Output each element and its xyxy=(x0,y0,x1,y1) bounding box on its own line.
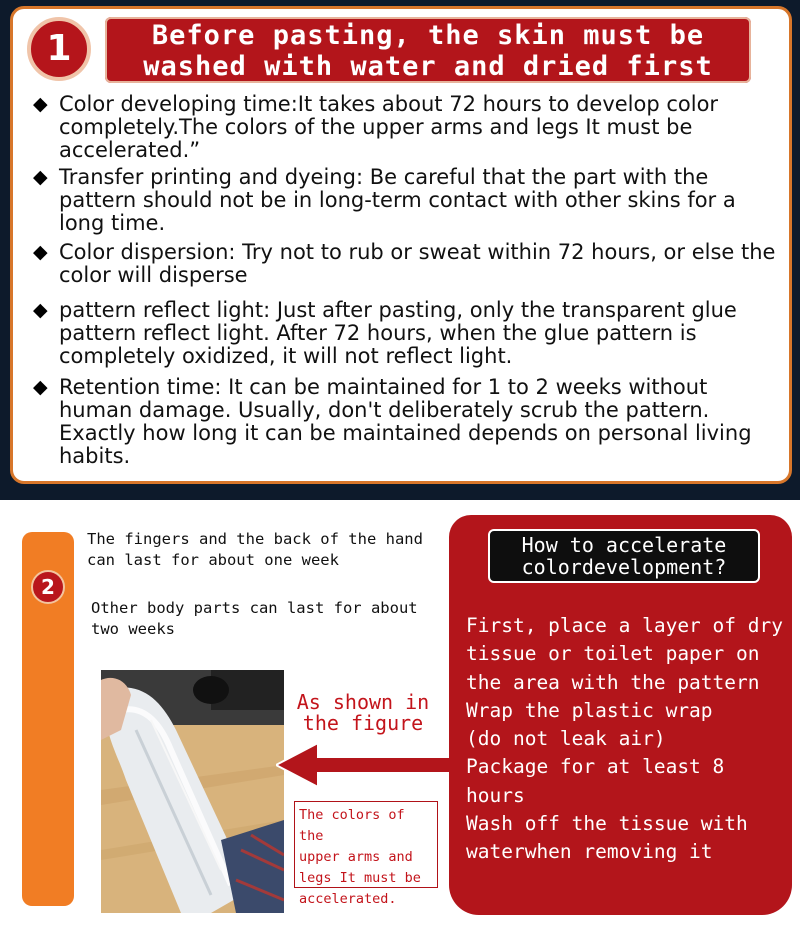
tip-text: Color developing time:It takes about 72 hours to develop color completely.The colors of the upper arms and legs It must be accelerated.” xyxy=(59,92,719,162)
tip-item xyxy=(29,299,777,368)
tip-text: Transfer printing and dyeing: Be careful that the part with the pattern should not be in long-term contact with other skins for a long time. xyxy=(59,165,736,235)
tip-item xyxy=(29,376,777,468)
instructions-card xyxy=(10,6,792,484)
title-line: washed with water and dried first xyxy=(143,51,713,82)
step-line: tissue or toilet paper on xyxy=(466,642,760,666)
title-line: Before pasting, the skin must be xyxy=(151,20,705,51)
tips-list xyxy=(29,93,777,468)
wrapped-arm-photo xyxy=(101,670,284,913)
caption-box xyxy=(294,801,438,907)
step-line: Wash off the tissue with xyxy=(466,812,748,836)
step-line: the area with the pattern xyxy=(466,670,760,694)
step-number-badge: 2 xyxy=(31,570,65,604)
diamond-bullet-icon: ◆ xyxy=(33,93,48,115)
wrapped-arm-illustration xyxy=(101,670,284,913)
shown-in-figure-label xyxy=(288,692,438,734)
shown-label-line: As shown in xyxy=(296,690,430,714)
caption-line: legs It must be xyxy=(299,870,421,886)
step-line: waterwhen removing it xyxy=(466,840,713,864)
tip-text: pattern reflect light: Just after pasting, only the transparent glue pattern reflect light. After 72 hours, when the glue pattern is completely oxidized, it will not reflect light. xyxy=(59,298,737,368)
step-line: Package for at least 8 xyxy=(466,755,725,779)
caption-line: accelerated. xyxy=(299,891,397,907)
diamond-bullet-icon: ◆ xyxy=(33,166,48,188)
step-line: First, place a layer of dry xyxy=(466,614,783,637)
question-line: How to accelerate xyxy=(521,533,727,557)
step-line: (do not leak air) xyxy=(466,727,666,751)
hand-duration-note: The fingers and the back of the hand can last for about one week xyxy=(87,530,423,569)
tip-text: Retention time: It can be maintained for 1 to 2 weeks without human damage. Usually, don't deliberately scrub the pattern. Exactly how long it can be maintained depends on personal living habits. xyxy=(59,375,752,468)
step-number-badge: 1 xyxy=(27,17,91,81)
diamond-bullet-icon: ◆ xyxy=(33,376,48,398)
tip-item xyxy=(29,241,777,287)
tip-item xyxy=(29,93,777,162)
diamond-bullet-icon: ◆ xyxy=(33,241,48,263)
question-heading xyxy=(488,529,760,583)
diamond-bullet-icon: ◆ xyxy=(33,299,48,321)
tip-item xyxy=(29,166,777,235)
body-duration-note: Other body parts can last for about two weeks xyxy=(91,599,418,638)
title-banner xyxy=(105,17,751,83)
arrow-left-icon xyxy=(276,740,456,790)
shown-label-line: the figure xyxy=(302,711,424,735)
question-line: colordevelopment? xyxy=(521,555,727,579)
tip-text: Color dispersion: Try not to rub or sweat within 72 hours, or else the color will disperse xyxy=(59,240,776,287)
acceleration-steps xyxy=(466,612,796,867)
step-line: Wrap the plastic wrap xyxy=(466,698,713,722)
step-line: hours xyxy=(466,783,525,807)
caption-line: The colors of the xyxy=(299,807,405,844)
caption-line: upper arms and xyxy=(299,849,413,865)
